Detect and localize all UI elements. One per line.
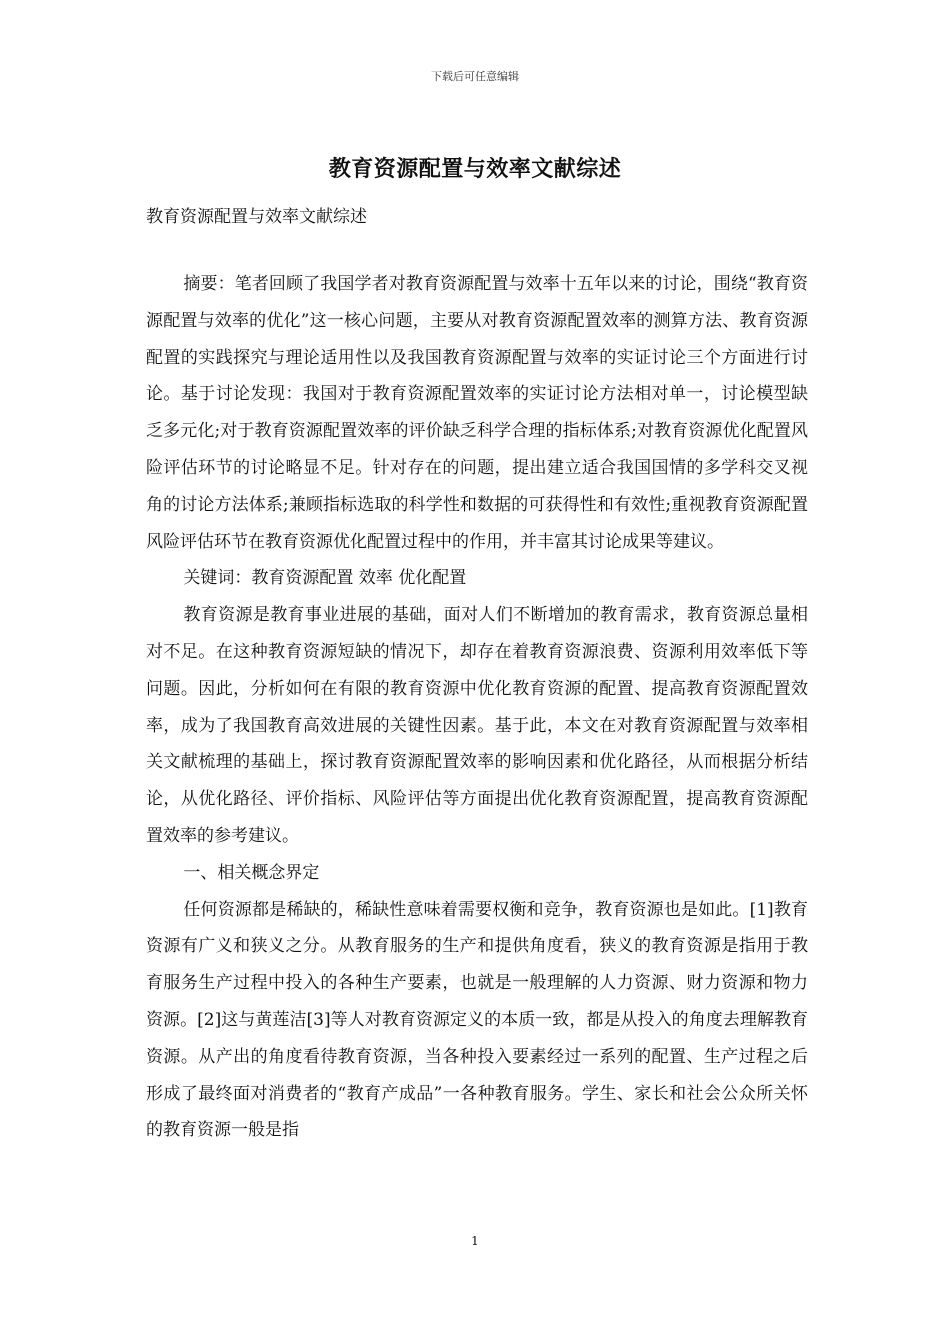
abstract-paragraph: 摘要：笔者回顾了我国学者对教育资源配置与效率十五年以来的讨论，围绕“教育资源配置与效率的优化”这一核心问题，主要从对教育资源配置效率的测算方法、教育资源配置的实践探究与理论适用性以及我国教育资源配置与效率的实证讨论三个方面进行讨论。基于讨论发现：我国对于教育资源配置效率的实证讨论方法相对单一，讨论模型缺乏多元化;对于教育资源配置效率的评价缺乏科学合理的指标体系;对教育资源优化配置风险评估环节的讨论略显不足。针对存在的问题，提出建立适合我国国情的多学科交叉视角的讨论方法体系;兼顾指标选取的科学性和数据的可获得性和有效性;重视教育资源配置风险评估环节在教育资源优化配置过程中的作用，并丰富其讨论成果等建议。 <box>146 274 808 552</box>
page-number: 1 <box>471 1234 479 1248</box>
intro-paragraph: 教育资源是教育事业进展的基础，面对人们不断增加的教育需求，教育资源总量相对不足。在这种教育资源短缺的情况下，却存在着教育资源浪费、资源利用效率低下等问题。因此，分析如何在有限的教育资源中优化教育资源的配置、提高教育资源配置效率，成为了我国教育高效进展的关键性因素。基于此，本文在对教育资源配置与效率相关文献梳理的基础上，探讨教育资源配置效率的影响因素和优化路径，从而根据分析结论，从优化路径、评价指标、风险评估等方面提出优化教育资源配置，提高教育资源配置效率的参考建议。 <box>146 605 808 846</box>
section-heading: 一、相关概念界定 <box>183 862 320 883</box>
concept-paragraph: 任何资源都是稀缺的，稀缺性意味着需要权衡和竞争，教育资源也是如此。[1]教育资源有广义和狭义之分。从教育服务的生产和提供角度看，狭义的教育资源是指用于教育服务生产过程中投入的各种生产要素，也就是一般理解的人力资源、财力资源和物力资源。[2]这与黄莲洁[3]等人对教育资源定义的本质一致，都是从投入的角度去理解教育资源。从产出的角度看待教育资源，当各种投入要素经过一系列的配置、生产过程之后形成了最终面对消费者的“教育产成品”一各种教育服务。学生、家长和社会公众所关怀的教育资源一般是指 <box>146 899 808 1141</box>
document-body <box>146 266 808 1149</box>
document-title: 教育资源配置与效率文献综述 <box>328 156 622 182</box>
document-subtitle: 教育资源配置与效率文献综述 <box>146 207 367 227</box>
page-header: 下载后可任意编辑 <box>431 70 519 83</box>
keywords-paragraph: 关键词：教育资源配置 效率 优化配置 <box>183 568 467 589</box>
